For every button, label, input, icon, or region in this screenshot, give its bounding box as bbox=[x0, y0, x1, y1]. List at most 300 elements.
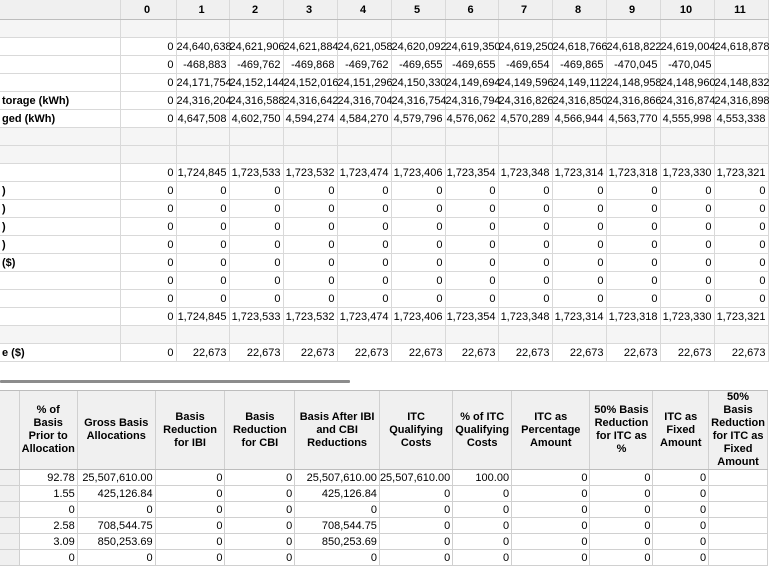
table-cell[interactable]: 1,723,474 bbox=[337, 164, 391, 182]
table-cell[interactable]: 0 bbox=[606, 272, 660, 290]
table-cell[interactable]: 0 bbox=[653, 518, 709, 534]
table-cell[interactable]: 0 bbox=[229, 182, 283, 200]
table-cell[interactable] bbox=[606, 128, 660, 146]
table-cell[interactable] bbox=[120, 326, 176, 344]
table-cell[interactable]: 0 bbox=[498, 182, 552, 200]
column-header[interactable]: Basis Reduction for IBI bbox=[155, 391, 225, 470]
table-cell[interactable] bbox=[391, 20, 445, 38]
table-cell[interactable]: 4,647,508 bbox=[176, 110, 229, 128]
table-cell[interactable]: 0 bbox=[120, 254, 176, 272]
table-cell[interactable]: -469,762 bbox=[229, 56, 283, 74]
horizontal-scrollbar-thumb[interactable] bbox=[0, 380, 350, 383]
table-cell[interactable]: 0 bbox=[512, 470, 590, 486]
table-cell[interactable]: 0 bbox=[229, 236, 283, 254]
table-cell[interactable]: 24,618,766 bbox=[552, 38, 606, 56]
table-cell[interactable] bbox=[176, 128, 229, 146]
table-cell[interactable]: 0 bbox=[512, 486, 590, 502]
row-header[interactable] bbox=[0, 534, 19, 550]
table-cell[interactable]: 0 bbox=[660, 290, 714, 308]
table-cell[interactable]: 0 bbox=[590, 518, 653, 534]
table-cell[interactable]: 0 bbox=[391, 254, 445, 272]
table-cell[interactable]: -470,045 bbox=[660, 56, 714, 74]
table-cell[interactable]: 0 bbox=[590, 534, 653, 550]
table-cell[interactable]: 850,253.69 bbox=[77, 534, 155, 550]
table-cell[interactable] bbox=[714, 128, 768, 146]
table-cell[interactable]: 0 bbox=[498, 236, 552, 254]
table-cell[interactable]: 1,723,406 bbox=[391, 308, 445, 326]
table-cell[interactable]: 0 bbox=[660, 182, 714, 200]
table-cell[interactable]: 0 bbox=[590, 550, 653, 566]
table-cell[interactable]: 0 bbox=[445, 290, 498, 308]
table-cell[interactable]: 22,673 bbox=[445, 344, 498, 362]
table-cell[interactable]: 0 bbox=[552, 200, 606, 218]
column-header-year-0[interactable]: 0 bbox=[120, 0, 176, 20]
table-cell[interactable]: 0 bbox=[552, 290, 606, 308]
row-header[interactable] bbox=[0, 470, 19, 486]
table-cell[interactable]: 0 bbox=[391, 236, 445, 254]
table-cell[interactable] bbox=[606, 326, 660, 344]
table-cell[interactable]: 0 bbox=[229, 290, 283, 308]
table-cell[interactable]: 0 bbox=[606, 182, 660, 200]
table-cell[interactable] bbox=[283, 20, 337, 38]
table-cell[interactable]: 0 bbox=[498, 272, 552, 290]
table-cell[interactable]: 24,618,878 bbox=[714, 38, 768, 56]
table-cell[interactable] bbox=[552, 128, 606, 146]
table-cell[interactable]: 0 bbox=[337, 182, 391, 200]
table-cell[interactable]: 0 bbox=[590, 486, 653, 502]
table-cell[interactable]: 4,566,944 bbox=[552, 110, 606, 128]
table-cell[interactable]: 0 bbox=[512, 518, 590, 534]
table-cell[interactable] bbox=[176, 326, 229, 344]
column-header[interactable]: 50% Basis Reduction for ITC as Fixed Amount bbox=[709, 391, 768, 470]
table-cell[interactable] bbox=[283, 146, 337, 164]
table-cell[interactable]: 0 bbox=[453, 518, 512, 534]
table-cell[interactable] bbox=[552, 20, 606, 38]
table-cell[interactable] bbox=[120, 128, 176, 146]
table-cell[interactable]: -469,868 bbox=[283, 56, 337, 74]
column-header[interactable]: Basis After IBI and CBI Reductions bbox=[295, 391, 380, 470]
table-cell[interactable] bbox=[120, 146, 176, 164]
table-cell[interactable]: 24,149,694 bbox=[445, 74, 498, 92]
table-cell[interactable]: 0 bbox=[590, 470, 653, 486]
table-cell[interactable]: -469,865 bbox=[552, 56, 606, 74]
table-cell[interactable]: 0 bbox=[445, 218, 498, 236]
table-cell[interactable]: 0 bbox=[176, 200, 229, 218]
table-cell[interactable]: 0 bbox=[225, 518, 295, 534]
table-cell[interactable]: 24,620,092 bbox=[391, 38, 445, 56]
table-cell[interactable]: 1,723,533 bbox=[229, 308, 283, 326]
table-cell[interactable] bbox=[709, 486, 768, 502]
table-cell[interactable]: 24,152,144 bbox=[229, 74, 283, 92]
table-cell[interactable] bbox=[229, 146, 283, 164]
table-cell[interactable] bbox=[714, 326, 768, 344]
column-header-year-8[interactable]: 8 bbox=[552, 0, 606, 20]
table-cell[interactable]: 0 bbox=[176, 218, 229, 236]
table-cell[interactable]: 0 bbox=[229, 254, 283, 272]
table-cell[interactable]: 0 bbox=[120, 272, 176, 290]
table-cell[interactable]: 22,673 bbox=[660, 344, 714, 362]
column-header[interactable]: 50% Basis Reduction for ITC as % bbox=[590, 391, 653, 470]
table-cell[interactable]: 4,584,270 bbox=[337, 110, 391, 128]
column-header-year-9[interactable]: 9 bbox=[606, 0, 660, 20]
table-cell[interactable]: 850,253.69 bbox=[295, 534, 380, 550]
table-cell[interactable]: 0 bbox=[498, 254, 552, 272]
column-header-year-6[interactable]: 6 bbox=[445, 0, 498, 20]
table-cell[interactable]: 0 bbox=[391, 218, 445, 236]
table-cell[interactable]: 22,673 bbox=[391, 344, 445, 362]
row-header[interactable] bbox=[0, 502, 19, 518]
column-header-year-11[interactable]: 11 bbox=[714, 0, 768, 20]
table-cell[interactable]: 0 bbox=[120, 290, 176, 308]
table-cell[interactable]: 1,723,330 bbox=[660, 164, 714, 182]
table-cell[interactable]: 0 bbox=[337, 218, 391, 236]
table-cell[interactable]: 0 bbox=[512, 550, 590, 566]
table-cell[interactable]: 0 bbox=[660, 272, 714, 290]
table-cell[interactable]: 0 bbox=[379, 502, 452, 518]
table-cell[interactable]: 1,724,845 bbox=[176, 164, 229, 182]
row-header[interactable] bbox=[0, 550, 19, 566]
table-cell[interactable]: 1,723,474 bbox=[337, 308, 391, 326]
table-cell[interactable] bbox=[445, 20, 498, 38]
table-cell[interactable]: 0 bbox=[120, 56, 176, 74]
table-cell[interactable]: 0 bbox=[120, 218, 176, 236]
table-cell[interactable]: 0 bbox=[337, 254, 391, 272]
table-cell[interactable]: 0 bbox=[653, 534, 709, 550]
table-cell[interactable]: 0 bbox=[229, 272, 283, 290]
table-cell[interactable]: 0 bbox=[552, 182, 606, 200]
table-cell[interactable]: 0 bbox=[176, 290, 229, 308]
table-cell[interactable] bbox=[445, 326, 498, 344]
table-cell[interactable]: 0 bbox=[19, 550, 77, 566]
table-cell[interactable]: 0 bbox=[337, 236, 391, 254]
table-cell[interactable]: 0 bbox=[19, 502, 77, 518]
table-cell[interactable]: 1,723,348 bbox=[498, 308, 552, 326]
table-cell[interactable] bbox=[229, 128, 283, 146]
table-cell[interactable]: 1,723,321 bbox=[714, 164, 768, 182]
table-cell[interactable]: 0 bbox=[120, 308, 176, 326]
table-cell[interactable]: 0 bbox=[176, 182, 229, 200]
pane-splitter[interactable] bbox=[0, 376, 768, 390]
table-cell[interactable]: 24,621,884 bbox=[283, 38, 337, 56]
table-cell[interactable]: 25,507,610.00 bbox=[379, 470, 452, 486]
table-cell[interactable]: 100.00 bbox=[453, 470, 512, 486]
table-cell[interactable]: 4,553,338 bbox=[714, 110, 768, 128]
table-cell[interactable]: 24,152,016 bbox=[283, 74, 337, 92]
table-cell[interactable] bbox=[714, 56, 768, 74]
table-cell[interactable]: 22,673 bbox=[283, 344, 337, 362]
table-cell[interactable]: 0 bbox=[283, 254, 337, 272]
table-cell[interactable] bbox=[120, 20, 176, 38]
table-cell[interactable]: 0 bbox=[229, 200, 283, 218]
table-cell[interactable]: 0 bbox=[225, 486, 295, 502]
column-header[interactable] bbox=[0, 391, 19, 470]
table-cell[interactable]: 24,621,058 bbox=[337, 38, 391, 56]
column-header[interactable]: ITC Qualifying Costs bbox=[379, 391, 452, 470]
table-cell[interactable]: 1,723,533 bbox=[229, 164, 283, 182]
table-cell[interactable]: 2.58 bbox=[19, 518, 77, 534]
table-cell[interactable]: 0 bbox=[283, 236, 337, 254]
table-cell[interactable]: 1,723,314 bbox=[552, 308, 606, 326]
table-cell[interactable]: 0 bbox=[660, 236, 714, 254]
table-cell[interactable]: 0 bbox=[660, 200, 714, 218]
table-cell[interactable]: 0 bbox=[155, 502, 225, 518]
table-cell[interactable] bbox=[660, 146, 714, 164]
table-cell[interactable]: -468,883 bbox=[176, 56, 229, 74]
table-cell[interactable] bbox=[552, 326, 606, 344]
table-cell[interactable]: 22,673 bbox=[176, 344, 229, 362]
table-cell[interactable]: 22,673 bbox=[498, 344, 552, 362]
table-cell[interactable]: 24,149,112 bbox=[552, 74, 606, 92]
table-cell[interactable]: 0 bbox=[155, 518, 225, 534]
table-cell[interactable]: 4,602,750 bbox=[229, 110, 283, 128]
tax-basis-grid[interactable] bbox=[0, 390, 768, 564]
table-cell[interactable]: 0 bbox=[660, 254, 714, 272]
table-cell[interactable] bbox=[337, 326, 391, 344]
table-cell[interactable]: 24,150,330 bbox=[391, 74, 445, 92]
table-cell[interactable] bbox=[445, 128, 498, 146]
table-cell[interactable]: -470,045 bbox=[606, 56, 660, 74]
table-cell[interactable]: 0 bbox=[120, 92, 176, 110]
table-cell[interactable]: 0 bbox=[120, 110, 176, 128]
table-cell[interactable]: -469,654 bbox=[498, 56, 552, 74]
table-cell[interactable]: 0 bbox=[606, 290, 660, 308]
table-cell[interactable]: 24,148,958 bbox=[606, 74, 660, 92]
table-cell[interactable]: 0 bbox=[229, 218, 283, 236]
table-cell[interactable]: 0 bbox=[225, 550, 295, 566]
table-cell[interactable] bbox=[606, 146, 660, 164]
table-cell[interactable]: 0 bbox=[120, 74, 176, 92]
table-cell[interactable] bbox=[176, 146, 229, 164]
table-cell[interactable]: 0 bbox=[176, 272, 229, 290]
table-cell[interactable]: 0 bbox=[653, 470, 709, 486]
table-cell[interactable]: 0 bbox=[552, 236, 606, 254]
table-cell[interactable] bbox=[660, 326, 714, 344]
table-cell[interactable]: 0 bbox=[714, 182, 768, 200]
table-cell[interactable]: 22,673 bbox=[606, 344, 660, 362]
table-cell[interactable]: 0 bbox=[379, 518, 452, 534]
table-cell[interactable]: 0 bbox=[498, 218, 552, 236]
column-header[interactable]: % of Basis Prior to Allocation bbox=[19, 391, 77, 470]
table-cell[interactable]: 24,316,794 bbox=[445, 92, 498, 110]
table-cell[interactable]: 0 bbox=[225, 534, 295, 550]
table-cell[interactable]: 0 bbox=[660, 218, 714, 236]
table-cell[interactable]: 24,149,596 bbox=[498, 74, 552, 92]
table-cell[interactable]: 0 bbox=[225, 470, 295, 486]
table-cell[interactable]: 4,594,274 bbox=[283, 110, 337, 128]
column-header-year-1[interactable]: 1 bbox=[176, 0, 229, 20]
table-cell[interactable]: 0 bbox=[120, 38, 176, 56]
table-cell[interactable]: 0 bbox=[606, 200, 660, 218]
table-cell[interactable]: 1,723,532 bbox=[283, 308, 337, 326]
table-cell[interactable]: 0 bbox=[714, 218, 768, 236]
table-cell[interactable]: 0 bbox=[714, 290, 768, 308]
table-cell[interactable] bbox=[498, 20, 552, 38]
table-cell[interactable] bbox=[391, 326, 445, 344]
table-cell[interactable]: 0 bbox=[498, 290, 552, 308]
table-cell[interactable]: 0 bbox=[391, 272, 445, 290]
table-cell[interactable]: 0 bbox=[176, 254, 229, 272]
table-cell[interactable] bbox=[229, 20, 283, 38]
table-cell[interactable]: 0 bbox=[225, 502, 295, 518]
table-cell[interactable]: 0 bbox=[283, 290, 337, 308]
table-cell[interactable]: -469,762 bbox=[337, 56, 391, 74]
table-cell[interactable]: 0 bbox=[552, 254, 606, 272]
table-cell[interactable]: 1,723,532 bbox=[283, 164, 337, 182]
table-cell[interactable]: 0 bbox=[120, 164, 176, 182]
table-cell[interactable]: 0 bbox=[653, 486, 709, 502]
table-cell[interactable] bbox=[552, 146, 606, 164]
table-cell[interactable]: 24,148,960 bbox=[660, 74, 714, 92]
table-cell[interactable]: 25,507,610.00 bbox=[77, 470, 155, 486]
table-cell[interactable]: 24,621,906 bbox=[229, 38, 283, 56]
table-cell[interactable]: 1,723,354 bbox=[445, 308, 498, 326]
table-cell[interactable] bbox=[709, 534, 768, 550]
table-cell[interactable]: 0 bbox=[155, 534, 225, 550]
table-cell[interactable]: 0 bbox=[714, 200, 768, 218]
table-cell[interactable]: 4,570,289 bbox=[498, 110, 552, 128]
table-cell[interactable]: 1,723,330 bbox=[660, 308, 714, 326]
table-cell[interactable] bbox=[337, 20, 391, 38]
table-cell[interactable]: 0 bbox=[283, 218, 337, 236]
table-cell[interactable]: 0 bbox=[606, 218, 660, 236]
table-cell[interactable]: 24,316,826 bbox=[498, 92, 552, 110]
table-cell[interactable]: -469,655 bbox=[391, 56, 445, 74]
table-cell[interactable]: 4,555,998 bbox=[660, 110, 714, 128]
table-cell[interactable]: 0 bbox=[714, 272, 768, 290]
table-cell[interactable]: 0 bbox=[337, 272, 391, 290]
table-cell[interactable]: 0 bbox=[155, 486, 225, 502]
table-cell[interactable]: 0 bbox=[606, 254, 660, 272]
table-cell[interactable]: 0 bbox=[512, 502, 590, 518]
table-cell[interactable]: 0 bbox=[445, 272, 498, 290]
table-cell[interactable]: 0 bbox=[379, 486, 452, 502]
table-cell[interactable]: 24,619,350 bbox=[445, 38, 498, 56]
table-cell[interactable] bbox=[337, 128, 391, 146]
row-header[interactable] bbox=[0, 518, 19, 534]
table-cell[interactable]: 24,618,822 bbox=[606, 38, 660, 56]
table-cell[interactable]: 0 bbox=[512, 534, 590, 550]
table-cell[interactable]: 24,151,296 bbox=[337, 74, 391, 92]
column-header-year-3[interactable]: 3 bbox=[283, 0, 337, 20]
table-cell[interactable]: 24,316,588 bbox=[229, 92, 283, 110]
table-cell[interactable]: 0 bbox=[391, 290, 445, 308]
table-cell[interactable]: 0 bbox=[337, 290, 391, 308]
column-header-year-5[interactable]: 5 bbox=[391, 0, 445, 20]
table-cell[interactable]: 1.55 bbox=[19, 486, 77, 502]
table-cell[interactable]: 0 bbox=[77, 502, 155, 518]
table-cell[interactable] bbox=[498, 326, 552, 344]
table-cell[interactable]: 24,316,874 bbox=[660, 92, 714, 110]
table-cell[interactable] bbox=[709, 502, 768, 518]
table-cell[interactable]: 0 bbox=[552, 218, 606, 236]
table-cell[interactable] bbox=[709, 550, 768, 566]
table-cell[interactable]: 0 bbox=[295, 502, 380, 518]
table-cell[interactable]: 0 bbox=[176, 236, 229, 254]
table-cell[interactable]: 1,723,318 bbox=[606, 308, 660, 326]
table-cell[interactable]: 92.78 bbox=[19, 470, 77, 486]
table-cell[interactable] bbox=[445, 146, 498, 164]
table-cell[interactable]: 24,316,866 bbox=[606, 92, 660, 110]
column-header[interactable]: ITC as Fixed Amount bbox=[653, 391, 709, 470]
table-cell[interactable] bbox=[660, 20, 714, 38]
table-cell[interactable]: 0 bbox=[283, 272, 337, 290]
table-cell[interactable]: -469,655 bbox=[445, 56, 498, 74]
table-cell[interactable]: 708,544.75 bbox=[77, 518, 155, 534]
table-cell[interactable] bbox=[714, 146, 768, 164]
table-cell[interactable]: 0 bbox=[445, 254, 498, 272]
table-cell[interactable]: 0 bbox=[590, 502, 653, 518]
table-cell[interactable]: 0 bbox=[295, 550, 380, 566]
table-cell[interactable] bbox=[283, 326, 337, 344]
table-cell[interactable]: 4,576,062 bbox=[445, 110, 498, 128]
column-header-year-2[interactable]: 2 bbox=[229, 0, 283, 20]
table-cell[interactable]: 24,316,850 bbox=[552, 92, 606, 110]
table-cell[interactable]: 4,579,796 bbox=[391, 110, 445, 128]
table-cell[interactable]: 0 bbox=[453, 534, 512, 550]
table-cell[interactable]: 0 bbox=[498, 200, 552, 218]
table-cell[interactable]: 0 bbox=[379, 534, 452, 550]
table-cell[interactable]: 24,316,204 bbox=[176, 92, 229, 110]
column-header-year-10[interactable]: 10 bbox=[660, 0, 714, 20]
table-cell[interactable]: 0 bbox=[379, 550, 452, 566]
table-cell[interactable] bbox=[283, 128, 337, 146]
table-cell[interactable]: 0 bbox=[453, 550, 512, 566]
table-cell[interactable]: 1,723,348 bbox=[498, 164, 552, 182]
table-cell[interactable]: 0 bbox=[155, 550, 225, 566]
table-cell[interactable]: 24,316,642 bbox=[283, 92, 337, 110]
table-cell[interactable]: 0 bbox=[120, 200, 176, 218]
table-cell[interactable] bbox=[709, 470, 768, 486]
table-cell[interactable]: 22,673 bbox=[229, 344, 283, 362]
table-cell[interactable]: 0 bbox=[445, 236, 498, 254]
table-cell[interactable] bbox=[176, 20, 229, 38]
table-cell[interactable]: 0 bbox=[445, 200, 498, 218]
table-cell[interactable]: 1,724,845 bbox=[176, 308, 229, 326]
table-cell[interactable]: 0 bbox=[283, 200, 337, 218]
table-cell[interactable]: 22,673 bbox=[337, 344, 391, 362]
table-cell[interactable]: 0 bbox=[283, 182, 337, 200]
table-cell[interactable]: 1,723,314 bbox=[552, 164, 606, 182]
table-cell[interactable] bbox=[660, 128, 714, 146]
table-cell[interactable]: 0 bbox=[120, 182, 176, 200]
table-cell[interactable]: 24,316,898 bbox=[714, 92, 768, 110]
table-cell[interactable] bbox=[498, 146, 552, 164]
table-cell[interactable]: 24,316,704 bbox=[337, 92, 391, 110]
column-header[interactable]: Basis Reduction for CBI bbox=[225, 391, 295, 470]
table-cell[interactable]: 0 bbox=[453, 486, 512, 502]
table-cell[interactable]: 0 bbox=[77, 550, 155, 566]
table-cell[interactable]: 0 bbox=[653, 502, 709, 518]
column-header[interactable]: % of ITC Qualifying Costs bbox=[453, 391, 512, 470]
table-cell[interactable]: 0 bbox=[391, 182, 445, 200]
table-cell[interactable]: 0 bbox=[714, 236, 768, 254]
table-cell[interactable] bbox=[391, 146, 445, 164]
table-cell[interactable] bbox=[709, 518, 768, 534]
table-cell[interactable] bbox=[337, 146, 391, 164]
table-cell[interactable]: 0 bbox=[606, 236, 660, 254]
table-cell[interactable]: 25,507,610.00 bbox=[295, 470, 380, 486]
column-header-year-7[interactable]: 7 bbox=[498, 0, 552, 20]
table-cell[interactable] bbox=[391, 128, 445, 146]
table-cell[interactable]: 0 bbox=[453, 502, 512, 518]
column-header[interactable]: ITC as Percentage Amount bbox=[512, 391, 590, 470]
column-header[interactable]: Gross Basis Allocations bbox=[77, 391, 155, 470]
table-cell[interactable]: 1,723,354 bbox=[445, 164, 498, 182]
table-cell[interactable]: 3.09 bbox=[19, 534, 77, 550]
table-cell[interactable]: 24,171,754 bbox=[176, 74, 229, 92]
table-cell[interactable]: 24,148,832 bbox=[714, 74, 768, 92]
table-cell[interactable]: 24,316,754 bbox=[391, 92, 445, 110]
